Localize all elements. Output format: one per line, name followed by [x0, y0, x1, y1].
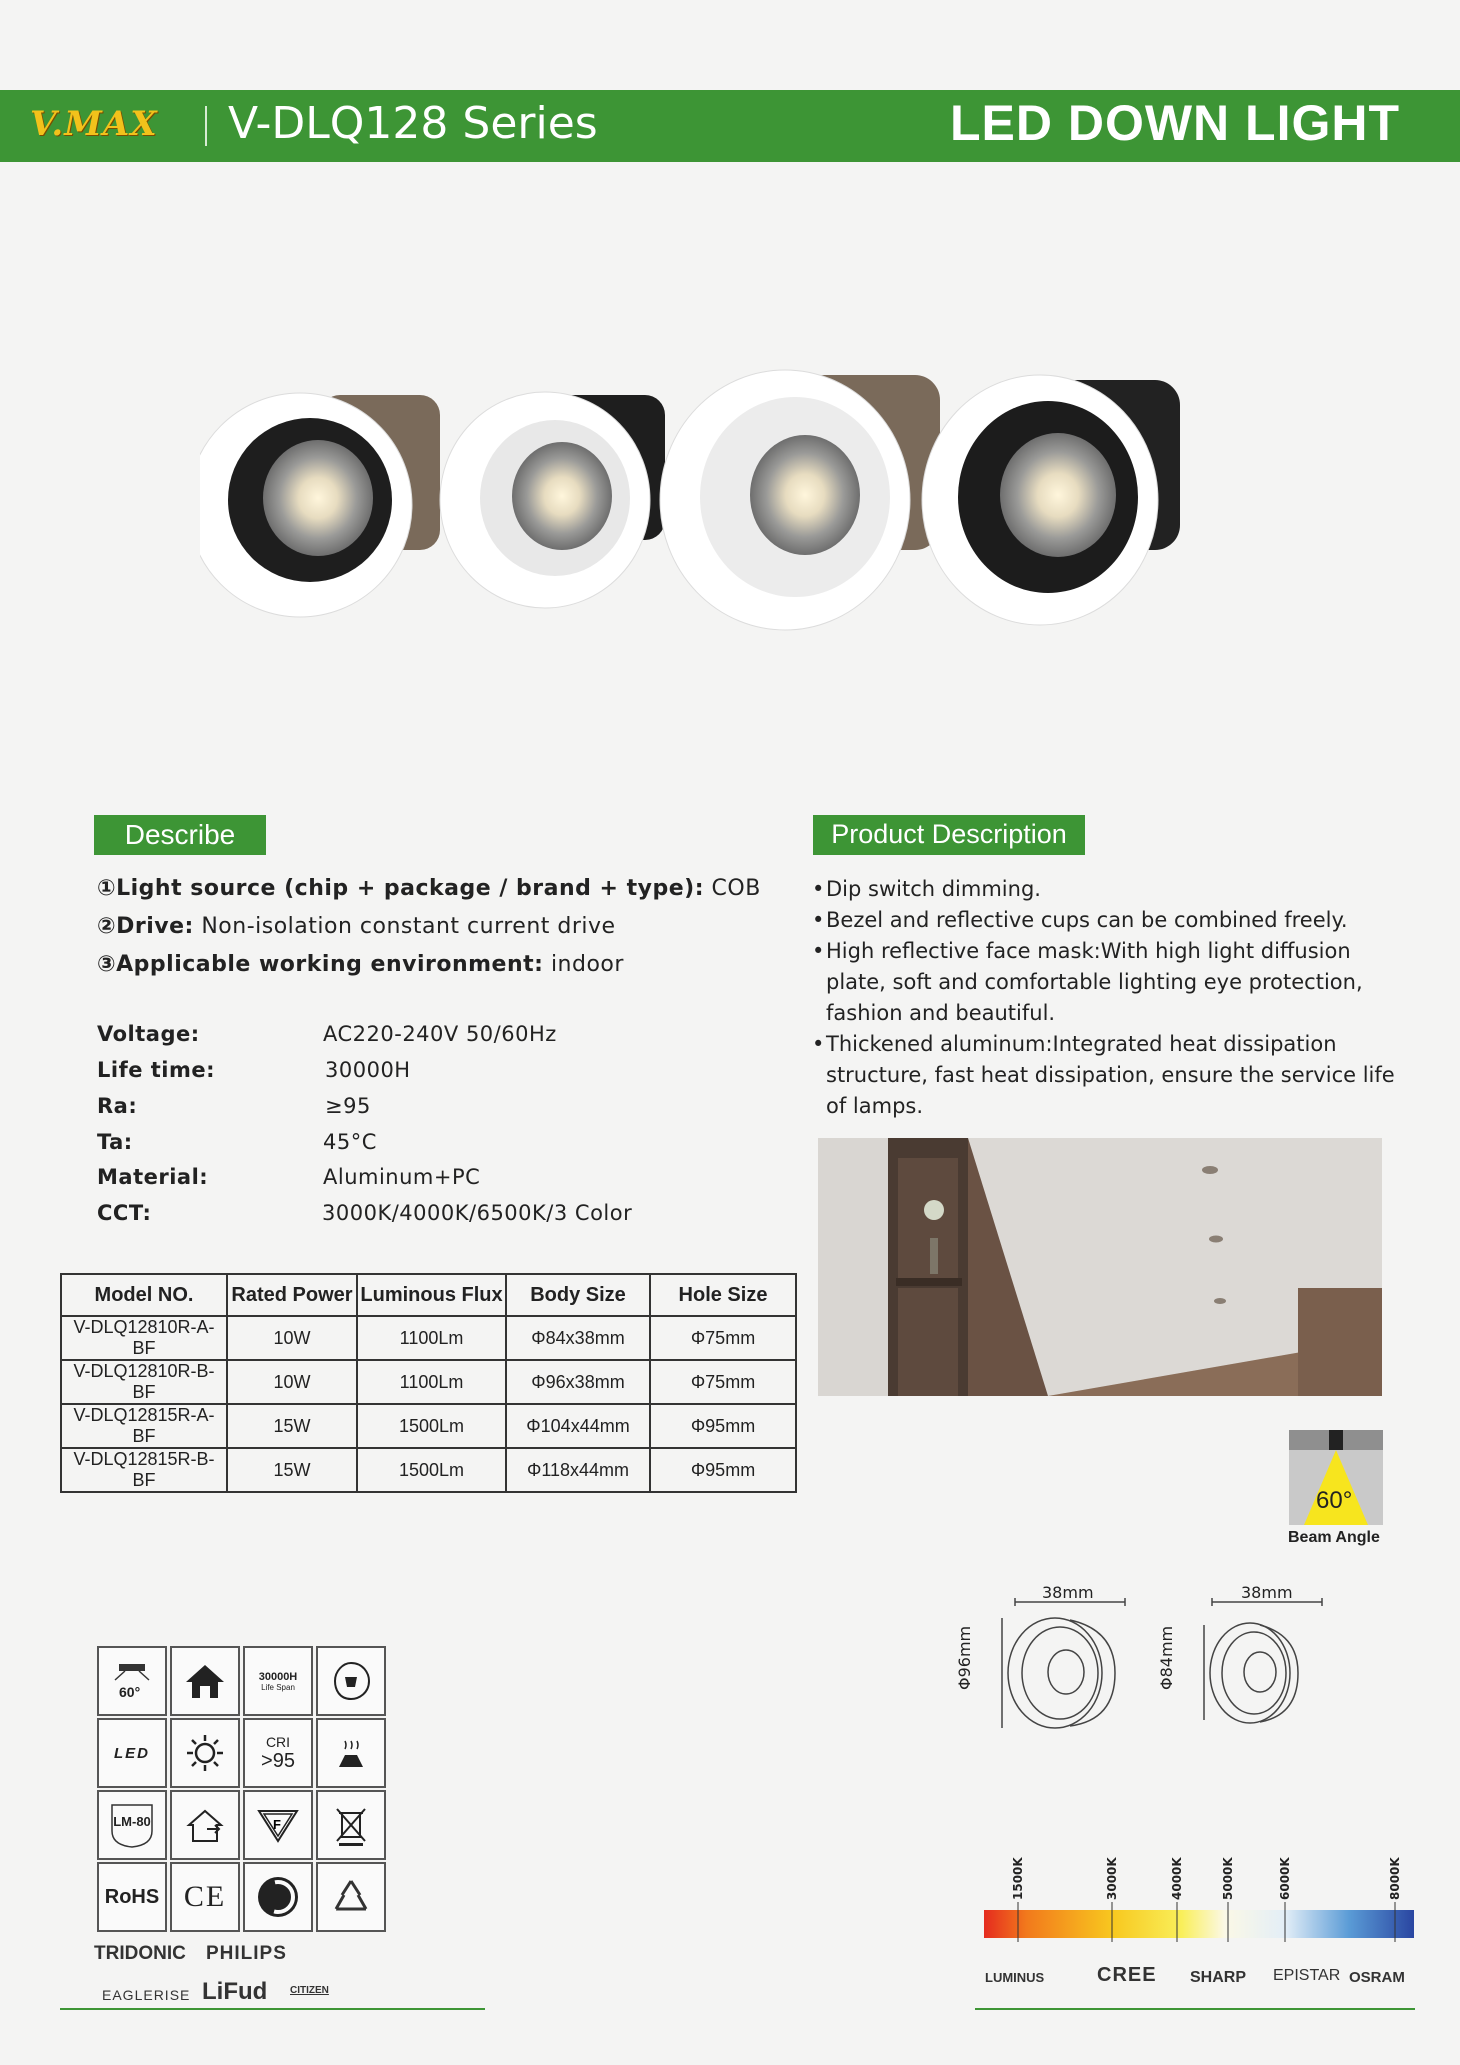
brand-luminus: LUMINUS — [985, 1970, 1045, 1985]
column-header: Body Size — [506, 1274, 650, 1316]
product-description-heading: Product Description — [813, 815, 1085, 855]
lamp-4 — [922, 375, 1180, 625]
svg-text:F: F — [273, 1817, 281, 1832]
footer-rule-left — [60, 2008, 485, 2010]
lamp-1 — [200, 393, 440, 617]
table-cell: 15W — [227, 1448, 357, 1492]
eco-plug-icon — [316, 1646, 386, 1716]
brand-logo: V.MAX — [30, 104, 158, 144]
beam-60-icon: 60° — [97, 1646, 167, 1716]
spec-label: Life time: — [97, 1058, 216, 1082]
table-row — [61, 1316, 796, 1360]
describe-item: ③Applicable working environment: indoor — [97, 952, 624, 977]
brand-eaglerise: EAGLERISE — [102, 1987, 191, 2003]
model-table — [60, 1273, 797, 1493]
lm80-icon: LM-80 — [97, 1790, 167, 1860]
brand-sharp: SHARP — [1190, 1969, 1247, 1986]
spec-value: 45°C — [323, 1130, 377, 1154]
bullet-dot: • — [812, 1032, 825, 1056]
header-bar — [0, 90, 1460, 162]
spec-value: Aluminum+PC — [323, 1165, 481, 1189]
cct-tick-label: 3000K — [1105, 1857, 1119, 1900]
sun-icon — [170, 1718, 240, 1788]
table-cell: Φ95mm — [650, 1448, 796, 1492]
brand-epistar: EPISTAR — [1273, 1967, 1341, 1984]
led-icon: LED — [97, 1718, 167, 1788]
bullet-dot: • — [812, 877, 825, 901]
table-row — [61, 1404, 796, 1448]
spec-value: 3000K/4000K/6500K/3 Color — [322, 1201, 633, 1225]
heat-dissipation-icon — [316, 1718, 386, 1788]
describe-heading: Describe — [94, 815, 266, 855]
cct-tick-label: 8000K — [1388, 1857, 1402, 1900]
table-cell: Φ96x38mm — [506, 1360, 650, 1404]
table-header-row — [61, 1274, 796, 1316]
weee-bin-icon — [316, 1790, 386, 1860]
dim-diameter-label: Φ96mm — [955, 1625, 974, 1690]
table-cell: V-DLQ12810R-B-BF — [61, 1360, 227, 1404]
table-cell: V-DLQ12810R-A-BF — [61, 1316, 227, 1360]
table-cell: 10W — [227, 1360, 357, 1404]
rohs-icon: RoHS — [97, 1862, 167, 1932]
spec-label: Voltage: — [97, 1022, 200, 1046]
table-cell: Φ75mm — [650, 1360, 796, 1404]
table-cell: 10W — [227, 1316, 357, 1360]
spec-label: CCT: — [97, 1201, 152, 1225]
column-header: Model NO. — [61, 1274, 227, 1316]
brand-philips: PHILIPS — [206, 1943, 287, 1964]
table-row — [61, 1448, 796, 1492]
cct-tick-label: 6000K — [1278, 1857, 1292, 1900]
cri-icon: CRI >95 — [243, 1718, 313, 1788]
table-cell: Φ104x44mm — [506, 1404, 650, 1448]
description-bullet: • Bezel and reflective cups can be combined freely. — [812, 905, 1412, 936]
cct-tick-label: 5000K — [1221, 1857, 1235, 1900]
description-bullet: • High reflective face mask:With high light diffusion plate, soft and comfortable lighting eye protection, fashion and beautiful. — [812, 936, 1412, 1029]
recycle-icon — [316, 1862, 386, 1932]
spec-value: ≥95 — [325, 1094, 371, 1118]
spec-label: Material: — [97, 1165, 209, 1189]
lifespan-icon: 30000H Life Span — [243, 1646, 313, 1716]
brand-citizen: CITIZEN — [290, 1985, 329, 1996]
table-cell: V-DLQ12815R-A-BF — [61, 1404, 227, 1448]
table-cell: 1100Lm — [357, 1360, 506, 1404]
home-icon — [170, 1646, 240, 1716]
column-header: Rated Power — [227, 1274, 357, 1316]
bullet-dot: • — [812, 908, 825, 932]
header-divider — [205, 106, 207, 146]
series-title: V-DLQ128 Series — [228, 98, 598, 149]
table-cell: 1100Lm — [357, 1316, 506, 1360]
beam-angle-label: Beam Angle — [1288, 1529, 1380, 1546]
category-title: LED DOWN LIGHT — [949, 95, 1400, 151]
table-cell: Φ75mm — [650, 1316, 796, 1360]
table-cell: Φ95mm — [650, 1404, 796, 1448]
cct-tick-label: 1500K — [1011, 1857, 1025, 1900]
indoor-home-icon — [170, 1790, 240, 1860]
spec-value: AC220-240V 50/60Hz — [323, 1022, 557, 1046]
cct-scale — [980, 1850, 1420, 1950]
product-photos — [200, 340, 1240, 670]
cct-tick-label: 4000K — [1170, 1857, 1184, 1900]
spec-value: 30000H — [325, 1058, 411, 1082]
dim-width-label: 38mm — [1042, 1583, 1094, 1602]
table-cell: V-DLQ12815R-B-BF — [61, 1448, 227, 1492]
table-cell: 1500Lm — [357, 1448, 506, 1492]
footer-rule-right — [975, 2008, 1415, 2010]
brand-osram: OSRAM — [1349, 1969, 1405, 1986]
green-dot-icon — [243, 1862, 313, 1932]
table-row — [61, 1360, 796, 1404]
table-cell: Φ118x44mm — [506, 1448, 650, 1492]
spec-label: Ta: — [97, 1130, 133, 1154]
beam-angle-value: 60° — [1316, 1487, 1353, 1514]
table-cell: 15W — [227, 1404, 357, 1448]
f-mark-icon — [243, 1790, 313, 1860]
brand-tridonic: TRIDONIC — [94, 1943, 186, 1964]
description-bullet: • Thickened aluminum:Integrated heat dissipation structure, fast heat dissipation, ensure the service life of lamps. — [812, 1029, 1412, 1122]
table-cell: Φ84x38mm — [506, 1316, 650, 1360]
column-header: Luminous Flux — [357, 1274, 506, 1316]
describe-item: ①Light source (chip + package / brand + type): COB — [97, 876, 761, 901]
brand-cree: CREE — [1097, 1964, 1157, 1986]
lamp-2 — [440, 392, 665, 608]
describe-item: ②Drive: Non-isolation constant current drive — [97, 914, 616, 939]
dim-diameter-label: Φ84mm — [1157, 1625, 1176, 1690]
bullet-dot: • — [812, 939, 825, 963]
spec-label: Ra: — [97, 1094, 138, 1118]
description-bullet: • Dip switch dimming. — [812, 874, 1412, 905]
lamp-3 — [660, 370, 940, 630]
dim-width-label: 38mm — [1241, 1583, 1293, 1602]
brand-lifud: LiFud — [202, 1978, 268, 2005]
column-header: Hole Size — [650, 1274, 796, 1316]
table-cell: 1500Lm — [357, 1404, 506, 1448]
application-photo — [818, 1138, 1382, 1396]
ce-icon: CE — [170, 1862, 240, 1932]
